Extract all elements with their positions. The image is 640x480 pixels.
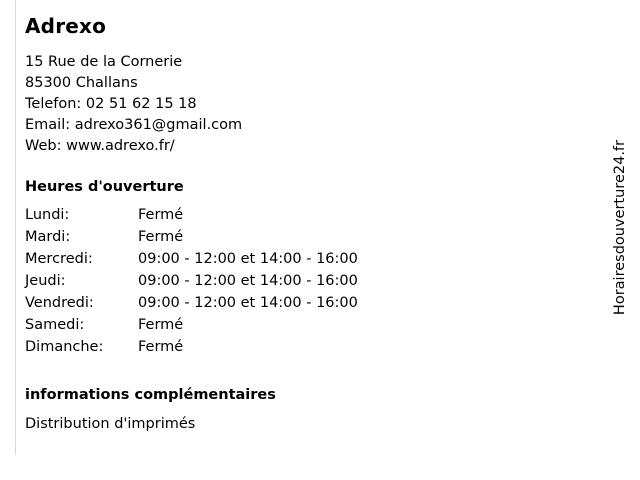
day-label: Vendredi: [25, 295, 94, 311]
additional-info-heading: informations complémentaires [25, 387, 276, 403]
opening-hours-table [25, 207, 358, 361]
opening-hours-heading: Heures d'ouverture [25, 179, 184, 195]
day-label: Dimanche: [25, 339, 104, 355]
day-label: Samedi: [25, 317, 85, 333]
table-row [25, 317, 358, 339]
day-hours: 09:00 - 12:00 et 14:00 - 16:00 [138, 251, 358, 267]
table-row [25, 207, 358, 229]
address-line: 15 Rue de la Cornerie [25, 54, 183, 70]
address-block [25, 52, 585, 157]
watermark-brand: Horairesdouverture24.fr [612, 140, 628, 316]
day-label: Mercredi: [25, 251, 93, 267]
address-line: 85300 Challans [25, 75, 138, 91]
table-row [25, 273, 358, 295]
website-line: Web: www.adrexo.fr/ [25, 138, 175, 154]
table-row [25, 229, 358, 251]
day-label: Lundi: [25, 207, 70, 223]
day-hours: 09:00 - 12:00 et 14:00 - 16:00 [138, 295, 358, 311]
day-hours: 09:00 - 12:00 et 14:00 - 16:00 [138, 273, 358, 289]
table-row [25, 251, 358, 273]
table-row [25, 339, 358, 361]
additional-info-text: Distribution d'imprimés [25, 416, 196, 432]
day-hours: Fermé [138, 317, 184, 333]
phone-line: Telefon: 02 51 62 15 18 [25, 96, 197, 112]
table-row [25, 295, 358, 317]
day-hours: Fermé [138, 339, 184, 355]
day-label: Mardi: [25, 229, 71, 245]
day-hours: Fermé [138, 229, 184, 245]
business-info-card [15, 0, 585, 455]
day-label: Jeudi: [25, 273, 66, 289]
day-hours: Fermé [138, 207, 184, 223]
email-line: Email: adrexo361@gmail.com [25, 117, 243, 133]
page-title: Adrexo [25, 14, 107, 38]
